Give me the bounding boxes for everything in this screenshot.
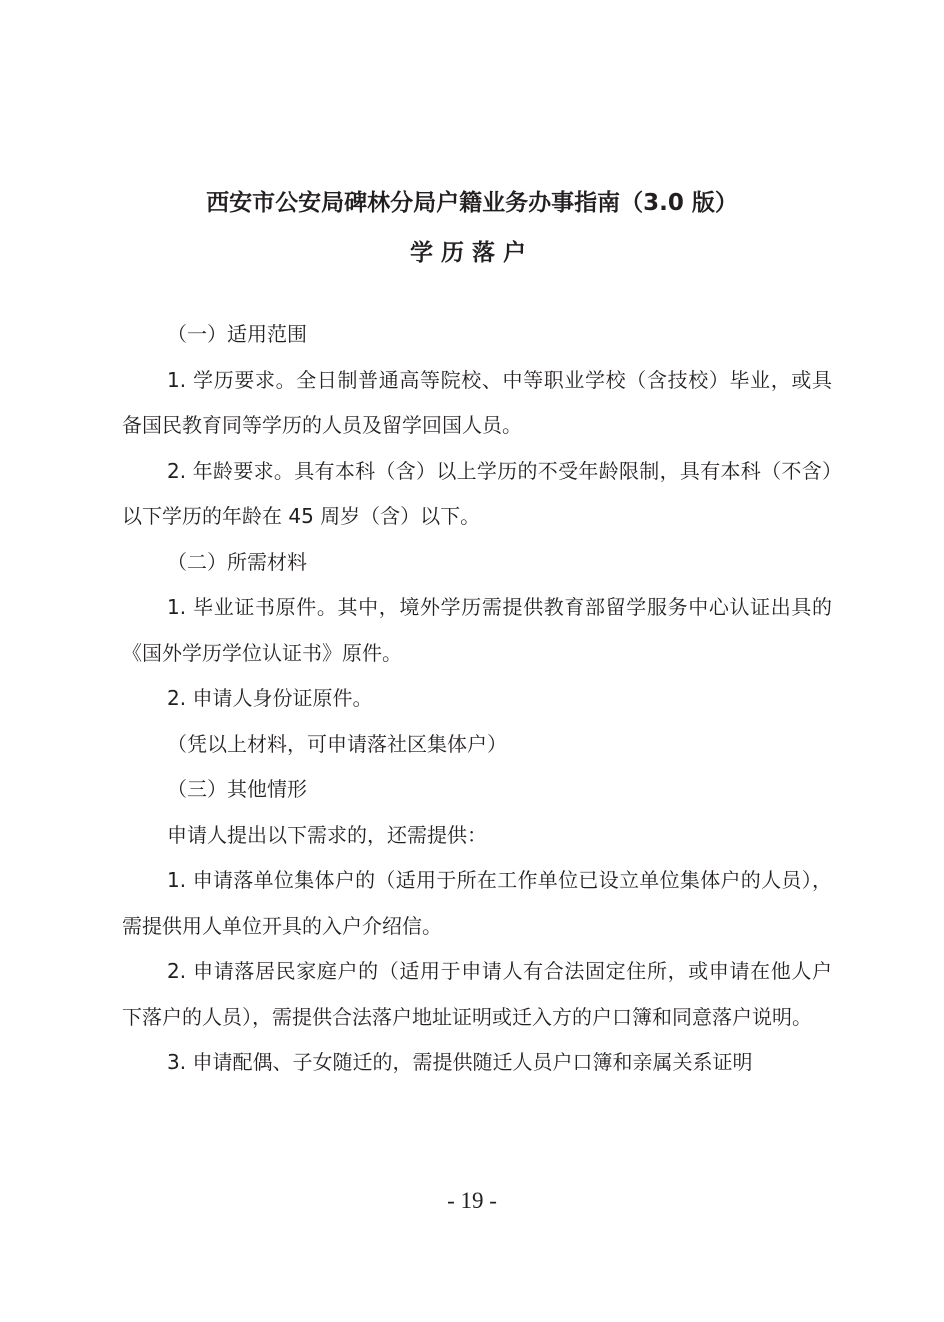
paragraph-unit-collective: 1. 申请落单位集体户的（适用于所在工作单位已设立单位集体户的人员），需提供用人单位开具的入户介绍信。 bbox=[122, 868, 832, 938]
paragraph-other-intro: 申请人提出以下需求的，还需提供： bbox=[167, 822, 487, 847]
section-heading-scope: （一）适用范围 bbox=[167, 322, 307, 346]
paragraph-education-requirement: 1. 学历要求。全日制普通高等院校、中等职业学校（含技校）毕业，或具备国民教育同等学历的人员及留学回国人员。 bbox=[122, 367, 832, 437]
section-heading-other: （三）其他情形 bbox=[167, 777, 307, 801]
paragraph-diploma: 1. 毕业证书原件。其中，境外学历需提供教育部留学服务中心认证出具的《国外学历学位认证书》原件。 bbox=[122, 595, 832, 665]
paragraph-id-card: 2. 申请人身份证原件。 bbox=[167, 686, 373, 710]
paragraph-materials-note: （凭以上材料，可申请落社区集体户） bbox=[167, 731, 507, 756]
paragraph-family-household: 2. 申请落居民家庭户的（适用于申请人有合法固定住所，或申请在他人户下落户的人员），需提供合法落户地址证明或迁入方的户口簿和同意落户说明。 bbox=[122, 959, 832, 1029]
paragraph-spouse-children: 3. 申请配偶、子女随迁的，需提供随迁人员户口簿和亲属关系证明 bbox=[167, 1050, 753, 1074]
document-title: 西安市公安局碑林分局户籍业务办事指南（3.0 版） bbox=[206, 190, 738, 216]
page-number: - 19 - bbox=[447, 1188, 497, 1213]
document-body bbox=[122, 312, 832, 1086]
document-subtitle: 学历落户 bbox=[410, 240, 534, 266]
section-heading-materials: （二）所需材料 bbox=[167, 549, 307, 574]
paragraph-age-requirement: 2. 年龄要求。具有本科（含）以上学历的不受年龄限制，具有本科（不含）以下学历的年龄在 45 周岁（含）以下。 bbox=[122, 458, 832, 528]
